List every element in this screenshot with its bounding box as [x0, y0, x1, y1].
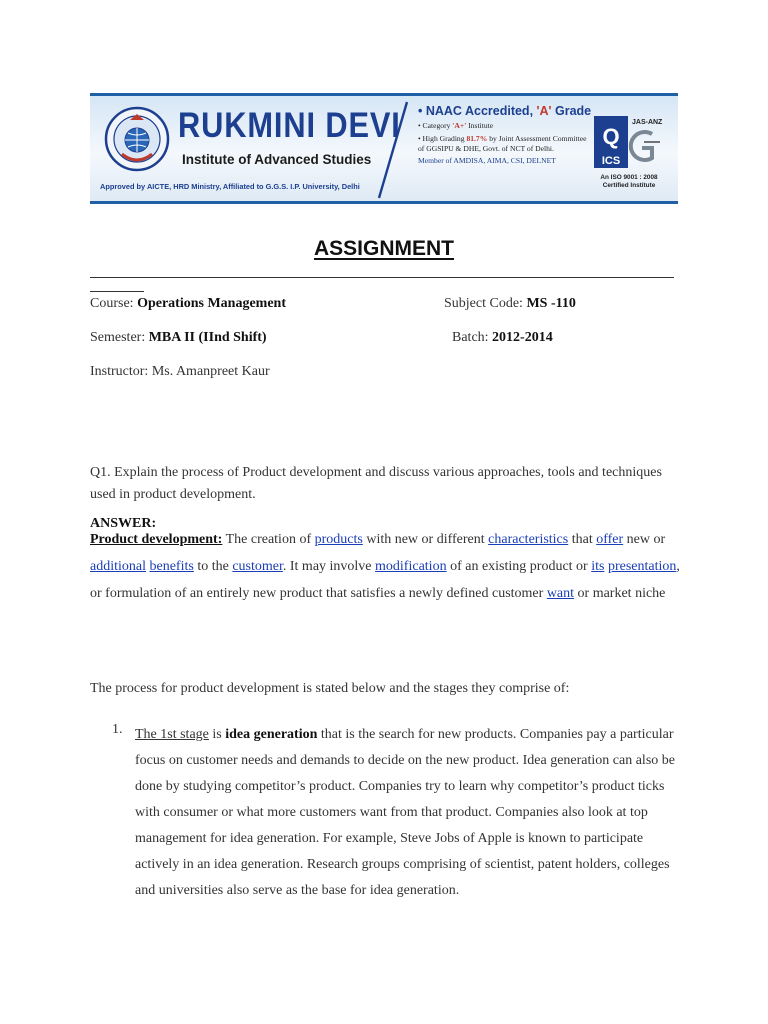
link-products[interactable]: products [314, 532, 363, 547]
link-additional[interactable]: additional [90, 559, 146, 574]
instructor-line: Instructor: Ms. Amanpreet Kaur [90, 364, 270, 379]
link-modification[interactable]: modification [375, 559, 447, 574]
institute-emblem-icon [104, 106, 170, 172]
link-offer[interactable]: offer [596, 532, 624, 547]
semester-line: Semester: MBA II (IInd Shift) [90, 330, 267, 345]
list-item: The 1st stage is idea generation that is the search for new products. Companies pay a particular focus on customer needs and demands to decide on the new product. Idea generation can also be done by studying competitor’s product. Companies try to learn why competitor’s product ticks with consumer or what more customers want from that product. Companies also look at top management for idea generation. For example, Steve Jobs of Apple is known to participate actively in an idea generation. Research groups comprising of scientist, patent holders, colleges and universities also serve as the base for idea generation. [135, 727, 675, 898]
title-divider [90, 277, 674, 278]
banner-divider [373, 100, 413, 200]
link-benefits[interactable]: benefits [149, 559, 194, 574]
grading-line: • High Grading 81.7% by Joint Assessment Committee of GGSIPU & DHE, Govt. of NCT of Delhi. [418, 134, 587, 153]
question-text: Q1. Explain the process of Product development and discuss various approaches, tools and techniques used in product development. [90, 465, 662, 502]
ics-certification-logo [592, 114, 662, 174]
institute-banner [90, 93, 678, 204]
link-customer[interactable]: customer [232, 559, 283, 574]
subject-code-line: Subject Code: MS -110 [444, 296, 576, 311]
svg-text:Q: Q [602, 124, 620, 149]
svg-text:ICS: ICS [601, 155, 621, 167]
list-item-number: 1. [112, 722, 123, 737]
definition-paragraph: Product development: The creation of products with new or different characteristics that offer new or additional benefits to the customer. It may involve modification of an existing product or its presentation, or formulation of an entirely new product that satisfies a newly defined customer want or market niche [90, 532, 680, 601]
process-intro: The process for product development is stated below and the stages they comprise of: [90, 681, 570, 696]
accreditation-block [418, 104, 592, 165]
title-divider-short [90, 291, 144, 292]
svg-text:JAS-ANZ: JAS-ANZ [632, 119, 662, 126]
iso-certification: An ISO 9001 : 2008 Certified Institute [600, 174, 658, 189]
category-line: • Category 'A+' Institute [418, 121, 494, 130]
link-its[interactable]: its [591, 559, 605, 574]
institute-approval: Approved by AICTE, HRD Ministry, Affiliated to G.G.S. I.P. University, Delhi [100, 182, 360, 191]
institute-subtitle: Institute of Advanced Studies [182, 152, 372, 167]
institute-name: RUKMINI DEVI [178, 106, 401, 145]
course-line: Course: Operations Management [90, 296, 286, 311]
batch-line: Batch: 2012-2014 [452, 330, 553, 345]
membership-line: Member of AMDISA, AIMA, CSI, DELNET [418, 156, 556, 165]
link-want[interactable]: want [546, 586, 575, 601]
page-title: ASSIGNMENT [313, 237, 454, 260]
naac-line: • NAAC Accredited, 'A' Grade [418, 104, 592, 118]
answer-label: ANSWER: [90, 516, 157, 531]
link-characteristics[interactable]: characteristics [488, 532, 569, 547]
link-presentation[interactable]: presentation [607, 559, 677, 574]
